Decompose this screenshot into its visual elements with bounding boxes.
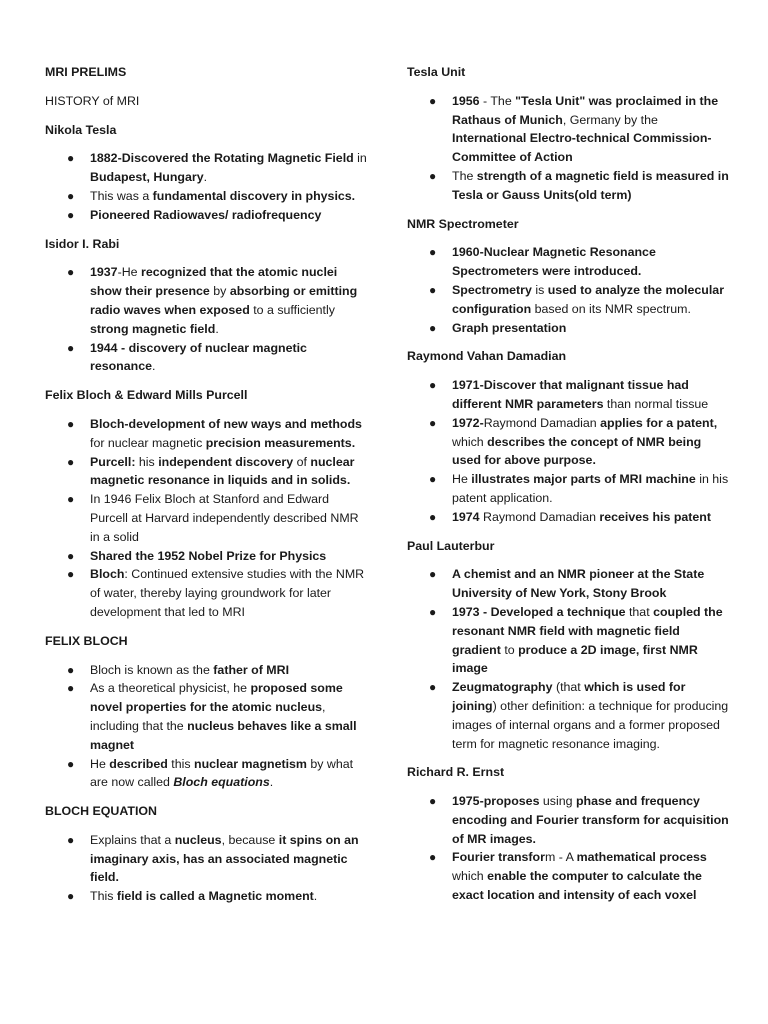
bullet-list [407,92,732,205]
list-item [45,453,370,491]
section-heading-history-of-mri: HISTORY of MRI [45,93,140,108]
bullet-icon: ● [429,567,437,582]
text-run: which [452,869,488,884]
text-run: it spins on an imaginary axis, has an associated magnetic field. [90,832,359,885]
list-item [407,565,732,603]
text-run: , because [221,832,279,847]
text-run: In 1946 Felix Bloch at Stanford and Edward Purcell at Harvard independently described NMR in a solid [90,492,359,544]
text-run: Budapest, Hungary [90,170,204,185]
text-run: applies for a patent, [600,415,718,430]
text-run: nuclear magnetic resonance in liquids and in solids. [90,454,355,488]
text-run: recognized that the atomic nuclei show their presence [90,265,338,299]
list-item [407,92,732,167]
bullet-icon: ● [67,454,75,469]
text-run: . [215,321,219,336]
bullet-icon: ● [67,207,75,222]
text-run: This was a [90,188,153,203]
list-item [45,339,370,377]
text-run: this [167,756,195,771]
text-run: ) other definition: a technique for producing images of internal organs and a former proposed term for magnetic resonance imaging. [452,698,729,751]
text-run: He [90,756,110,771]
text-run: He [452,472,472,487]
bullet-icon: ● [67,548,75,563]
text-run: using [539,794,576,809]
text-run: than normal tissue [603,396,709,411]
section-heading-tesla-unit: Tesla Unit [407,65,466,79]
bullet-list [45,831,370,906]
text-run: described [109,756,168,771]
bullet-icon: ● [67,567,75,582]
bullet-icon: ● [67,662,75,677]
bullet-icon: ● [429,680,437,695]
text-run: Explains that a [90,832,175,847]
bullet-list [407,243,732,337]
text-run: strong magnetic field [90,321,216,336]
bullet-icon: ● [429,93,437,108]
list-item [45,263,370,338]
list-item [45,831,370,887]
text-run: Bloch [90,567,125,582]
list-item [407,603,732,678]
text-run: his [135,454,159,469]
text-run: based on its NMR spectrum. [531,301,691,316]
text-run: Pioneered Radiowaves/ radiofrequency [90,207,322,222]
bullet-icon: ● [67,832,75,847]
list-item [407,319,732,338]
section-heading-felix-bloch-edward-mills-purcell: Felix Bloch & Edward Mills Purcell [45,388,248,403]
text-run: precision measurements. [205,435,356,450]
text-run: mathematical process [576,850,707,865]
bullet-list [407,565,732,753]
section-heading-bloch-equation: BLOCH EQUATION [45,804,157,819]
list-item [407,414,732,470]
list-item [45,547,370,566]
list-item [45,755,370,793]
list-item [407,792,732,848]
text-run: Bloch is known as the [90,662,214,677]
text-run: is [531,282,548,297]
list-item [407,376,732,414]
text-run: in [353,151,367,166]
bullet-icon: ● [429,509,437,524]
text-run: Shared the 1952 Nobel Prize for Physics [90,548,327,563]
bullet-icon: ● [429,794,437,809]
text-run: phase and frequency encoding and Fourier transform for acquisition of MR images. [452,794,729,846]
list-item [45,187,370,206]
bullet-icon: ● [429,415,437,430]
text-run: proposed some novel properties for the atomic nucleus [90,681,343,715]
text-run: A chemist and an NMR pioneer at the State University of New York, Stony Brook [452,567,705,601]
text-run: 1973 - Developed a technique [452,604,626,619]
section-heading-raymond-vahan-damadian: Raymond Vahan Damadian [407,349,567,364]
bullet-icon: ● [429,168,437,183]
bullet-icon: ● [429,320,437,335]
text-run: Bloch-development of new ways and methods [90,416,362,431]
text-run: 1944 - discovery of nuclear magnetic resonance [90,340,307,374]
text-run: which [452,434,488,449]
text-run: 1956 [452,93,480,108]
list-item [407,243,732,281]
section-heading-nikola-tesla: Nikola Tesla [45,122,117,137]
bullet-icon: ● [67,188,75,203]
text-run: nucleus behaves like a small magnet [90,718,357,752]
text-run: Purcell: [90,454,136,469]
text-run: Zeugmatography [452,680,553,695]
text-run: Spectrometry [452,282,532,297]
text-run: , Germany by the [562,112,658,127]
text-run: to [500,642,519,657]
bullet-icon: ● [67,492,75,507]
text-run: for nuclear magnetic [90,435,206,450]
bullet-icon: ● [429,472,437,487]
text-run: , including that the [90,700,326,733]
text-run: coupled the resonant NMR field with magnetic field gradient [452,604,723,657]
text-run: nuclear magnetism [194,756,307,771]
section-heading-mri-prelims: MRI PRELIMS [45,65,127,79]
text-run: enable the computer to calculate the exact location and intensity of each voxel [452,869,702,903]
text-run: This [90,889,117,904]
text-run: strength of a magnetic field is measured in Tesla or Gauss Units(old term) [452,168,729,202]
text-run: The [452,168,477,183]
text-run: used to analyze the molecular configuration [452,282,725,316]
text-run: 1960-Nuclear Magnetic Resonance Spectrometers were introduced. [452,245,656,279]
text-run: Raymond Damadian [483,415,601,430]
bullet-icon: ● [429,378,437,393]
section-heading-felix-bloch: FELIX BLOCH [45,633,128,648]
text-run: absorbing or emitting radio waves when exposed [90,284,358,317]
list-item [407,470,732,508]
text-run: of [293,454,311,469]
list-item [45,565,370,621]
text-run: 1974 [452,509,480,524]
text-run: which is used for joining [452,680,686,713]
bullet-icon: ● [429,604,437,619]
right-column [407,63,732,915]
text-run: by [209,284,230,299]
list-item [407,848,732,904]
text-run: nucleus [174,832,222,847]
text-run: -He [117,265,141,280]
list-item [45,149,370,187]
text-run: International Electro-technical Commission-Committee of Action [452,131,712,165]
bullet-icon: ● [67,151,75,166]
left-column [45,63,370,916]
text-run: by what are now called [90,756,354,790]
text-run: fundamental discovery in physics. [152,188,356,203]
list-item [407,508,732,527]
bullet-list [45,263,370,376]
bullet-icon: ● [67,340,75,355]
list-item [45,661,370,680]
text-run: : Continued extensive studies with the NMR of water, thereby laying groundwork for later development that led to MRI [90,567,365,619]
bullet-list [407,376,732,526]
text-run: m - A [544,850,577,865]
bullet-icon: ● [67,416,75,431]
text-run: . [269,775,274,790]
text-run: to a sufficiently [249,302,335,317]
text-run: Fourier transfor [452,850,545,865]
list-item [45,490,370,546]
bullet-list [407,792,732,905]
bullet-icon: ● [67,889,75,904]
text-run: Raymond Damadian [479,509,600,524]
text-run: 1975-proposes [452,794,540,809]
bullet-icon: ● [67,265,75,280]
list-item [407,281,732,319]
bullet-icon: ● [67,681,75,696]
text-run: produce a 2D image, first NMR image [452,642,698,676]
bullet-list [45,149,370,224]
text-run: 1937 [90,265,118,280]
list-item [45,887,370,906]
text-run: (that [552,680,585,695]
text-run: describes the concept of NMR being used for above purpose. [452,434,702,468]
text-run: "Tesla Unit" was proclaimed in the Rathaus of Munich [452,93,719,127]
text-run: Bloch equations [173,775,270,790]
bullet-list [45,661,370,793]
text-run: As a theoretical physicist, he [90,681,251,696]
text-run: illustrates major parts of MRI machine [471,472,696,487]
list-item [45,415,370,453]
text-run: Graph presentation [452,320,567,335]
text-run: 1971-Discover that malignant tissue had different NMR parameters [452,378,689,411]
bullet-list [45,415,370,622]
text-run: receives his patent [599,509,711,524]
bullet-icon: ● [429,282,437,297]
list-item [407,167,732,205]
text-run: . [313,889,318,904]
text-run: . [203,170,208,185]
list-item [45,206,370,225]
section-heading-paul-lauterbur: Paul Lauterbur [407,538,495,553]
text-run: 1972- [452,415,484,430]
text-run: independent discovery [158,454,294,469]
bullet-icon: ● [429,245,437,260]
bullet-icon: ● [429,850,437,865]
text-run: that [625,604,654,619]
list-item [45,679,370,754]
text-run: - The [479,93,516,108]
text-run: in his patent application. [452,472,729,505]
text-run: 1882-Discovered the Rotating Magnetic Field [90,151,354,166]
section-heading-nmr-spectrometer: NMR Spectrometer [407,216,519,231]
list-item [407,678,732,753]
section-heading-richard-r-ernst: Richard R. Ernst [407,765,505,780]
text-run: field is called a Magnetic moment [116,889,314,904]
text-run: . [151,359,156,374]
bullet-icon: ● [67,756,75,771]
section-heading-isidor-i-rabi: Isidor I. Rabi [45,236,120,251]
text-run: father of MRI [213,662,290,677]
